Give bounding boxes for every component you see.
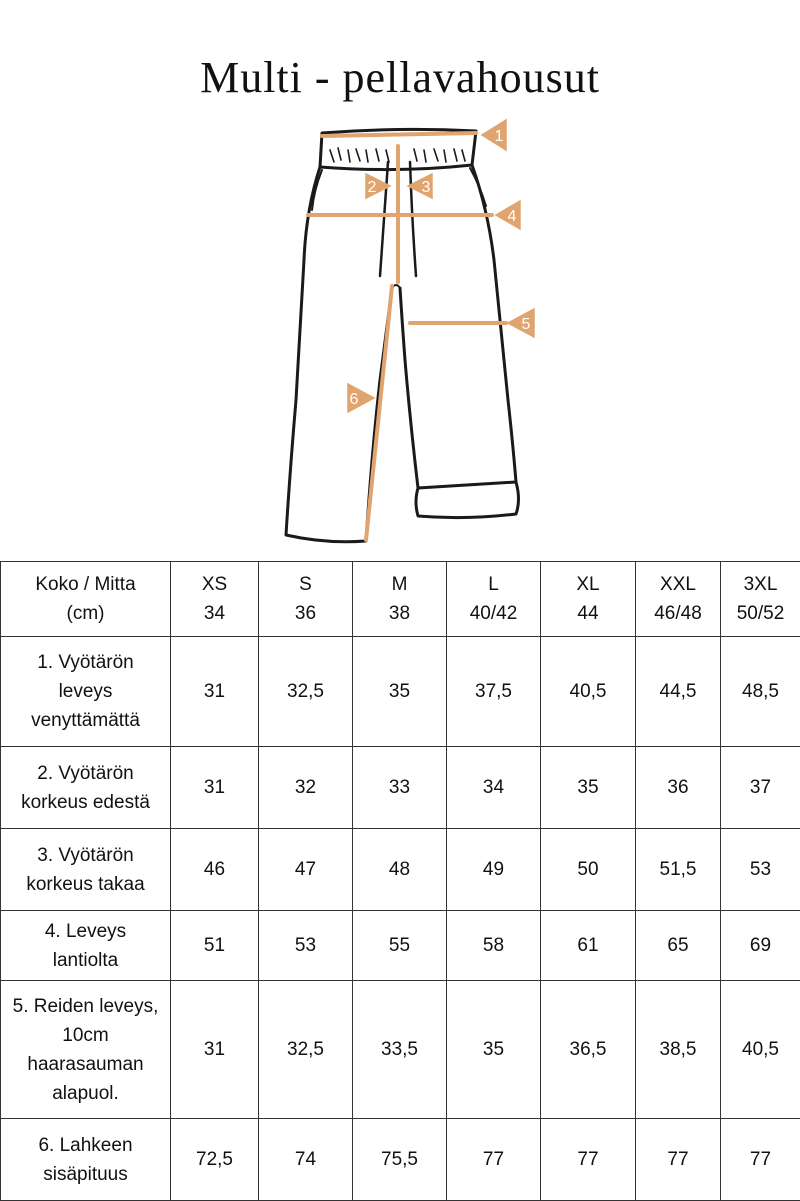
value-cell: 55 bbox=[353, 911, 447, 981]
value-cell: 36,5 bbox=[541, 981, 636, 1119]
value-cell: 50 bbox=[541, 829, 636, 911]
size-header-cell bbox=[259, 562, 353, 637]
value-cell: 31 bbox=[171, 637, 259, 747]
table-row bbox=[1, 1119, 800, 1201]
table-header-row bbox=[1, 562, 800, 637]
value-cell: 34 bbox=[447, 747, 541, 829]
size-name: XXL bbox=[638, 570, 718, 599]
value-cell: 58 bbox=[447, 911, 541, 981]
size-name: XL bbox=[543, 570, 633, 599]
table-row bbox=[1, 829, 800, 911]
value-cell: 51,5 bbox=[636, 829, 721, 911]
size-number: 34 bbox=[173, 599, 256, 628]
table-row bbox=[1, 911, 800, 981]
size-name: S bbox=[261, 570, 350, 599]
size-header-cell bbox=[171, 562, 259, 637]
value-cell: 72,5 bbox=[171, 1119, 259, 1201]
value-cell: 31 bbox=[171, 747, 259, 829]
value-cell: 75,5 bbox=[353, 1119, 447, 1201]
row-label-line: 10cm bbox=[3, 1021, 168, 1050]
table-row bbox=[1, 747, 800, 829]
row-label-cell bbox=[1, 637, 171, 747]
value-cell: 35 bbox=[353, 637, 447, 747]
row-label-cell bbox=[1, 747, 171, 829]
value-cell: 77 bbox=[721, 1119, 800, 1201]
marker-label-4: 4 bbox=[508, 208, 517, 225]
size-number: 38 bbox=[355, 599, 444, 628]
corner-header-cell bbox=[1, 562, 171, 637]
corner-header-line: Koko / Mitta bbox=[3, 570, 168, 599]
value-cell: 65 bbox=[636, 911, 721, 981]
value-cell: 40,5 bbox=[541, 637, 636, 747]
table-row bbox=[1, 637, 800, 747]
value-cell: 46 bbox=[171, 829, 259, 911]
value-cell: 53 bbox=[721, 829, 800, 911]
row-label-line: alapuol. bbox=[3, 1079, 168, 1108]
size-number: 46/48 bbox=[638, 599, 718, 628]
size-header-cell bbox=[353, 562, 447, 637]
size-number: 40/42 bbox=[449, 599, 538, 628]
measure-line-1 bbox=[322, 133, 476, 136]
row-label-line: lantiolta bbox=[3, 946, 168, 975]
size-header-cell bbox=[636, 562, 721, 637]
value-cell: 31 bbox=[171, 981, 259, 1119]
size-header-cell bbox=[541, 562, 636, 637]
value-cell: 37 bbox=[721, 747, 800, 829]
pants-measurement-diagram bbox=[0, 110, 800, 560]
corner-header-line: (cm) bbox=[3, 599, 168, 628]
size-name: L bbox=[449, 570, 538, 599]
size-chart-table bbox=[0, 561, 800, 1201]
right-drawstring bbox=[410, 162, 416, 276]
size-number: 50/52 bbox=[723, 599, 798, 628]
marker-label-3: 3 bbox=[422, 179, 431, 196]
left-leg-outline bbox=[286, 167, 392, 542]
value-cell: 36 bbox=[636, 747, 721, 829]
size-header-cell bbox=[447, 562, 541, 637]
value-cell: 48,5 bbox=[721, 637, 800, 747]
row-label-line: 6. Lahkeen bbox=[3, 1131, 168, 1160]
row-label-line: haarasauman bbox=[3, 1050, 168, 1079]
value-cell: 74 bbox=[259, 1119, 353, 1201]
row-label-cell bbox=[1, 981, 171, 1119]
value-cell: 37,5 bbox=[447, 637, 541, 747]
size-header-cell bbox=[721, 562, 800, 637]
value-cell: 53 bbox=[259, 911, 353, 981]
row-label-line: korkeus takaa bbox=[3, 870, 168, 899]
marker-label-2: 2 bbox=[368, 179, 377, 196]
row-label-line: 3. Vyötärön bbox=[3, 841, 168, 870]
page-title: Multi - pellavahousut bbox=[0, 52, 800, 103]
value-cell: 61 bbox=[541, 911, 636, 981]
size-number: 36 bbox=[261, 599, 350, 628]
marker-label-5: 5 bbox=[522, 316, 531, 333]
row-label-line: korkeus edestä bbox=[3, 788, 168, 817]
value-cell: 51 bbox=[171, 911, 259, 981]
row-label-line: 4. Leveys bbox=[3, 917, 168, 946]
value-cell: 49 bbox=[447, 829, 541, 911]
row-label-line: leveys bbox=[3, 677, 168, 706]
value-cell: 32,5 bbox=[259, 981, 353, 1119]
size-name: M bbox=[355, 570, 444, 599]
left-drawstring bbox=[380, 162, 388, 276]
size-name: 3XL bbox=[723, 570, 798, 599]
row-label-cell bbox=[1, 1119, 171, 1201]
row-label-line: 1. Vyötärön bbox=[3, 648, 168, 677]
value-cell: 35 bbox=[447, 981, 541, 1119]
row-label-cell bbox=[1, 911, 171, 981]
value-cell: 47 bbox=[259, 829, 353, 911]
value-cell: 69 bbox=[721, 911, 800, 981]
marker-label-6: 6 bbox=[350, 391, 359, 408]
marker-label-1: 1 bbox=[495, 128, 504, 145]
value-cell: 32 bbox=[259, 747, 353, 829]
value-cell: 33 bbox=[353, 747, 447, 829]
value-cell: 48 bbox=[353, 829, 447, 911]
row-label-line: 2. Vyötärön bbox=[3, 759, 168, 788]
row-label-line: 5. Reiden leveys, bbox=[3, 992, 168, 1021]
size-name: XS bbox=[173, 570, 256, 599]
value-cell: 32,5 bbox=[259, 637, 353, 747]
table-row bbox=[1, 981, 800, 1119]
value-cell: 77 bbox=[636, 1119, 721, 1201]
value-cell: 33,5 bbox=[353, 981, 447, 1119]
measure-line-6 bbox=[366, 286, 392, 540]
value-cell: 77 bbox=[541, 1119, 636, 1201]
row-label-line: sisäpituus bbox=[3, 1160, 168, 1189]
value-cell: 77 bbox=[447, 1119, 541, 1201]
value-cell: 44,5 bbox=[636, 637, 721, 747]
value-cell: 38,5 bbox=[636, 981, 721, 1119]
row-label-cell bbox=[1, 829, 171, 911]
size-number: 44 bbox=[543, 599, 633, 628]
value-cell: 40,5 bbox=[721, 981, 800, 1119]
row-label-line: venyttämättä bbox=[3, 706, 168, 735]
value-cell: 35 bbox=[541, 747, 636, 829]
